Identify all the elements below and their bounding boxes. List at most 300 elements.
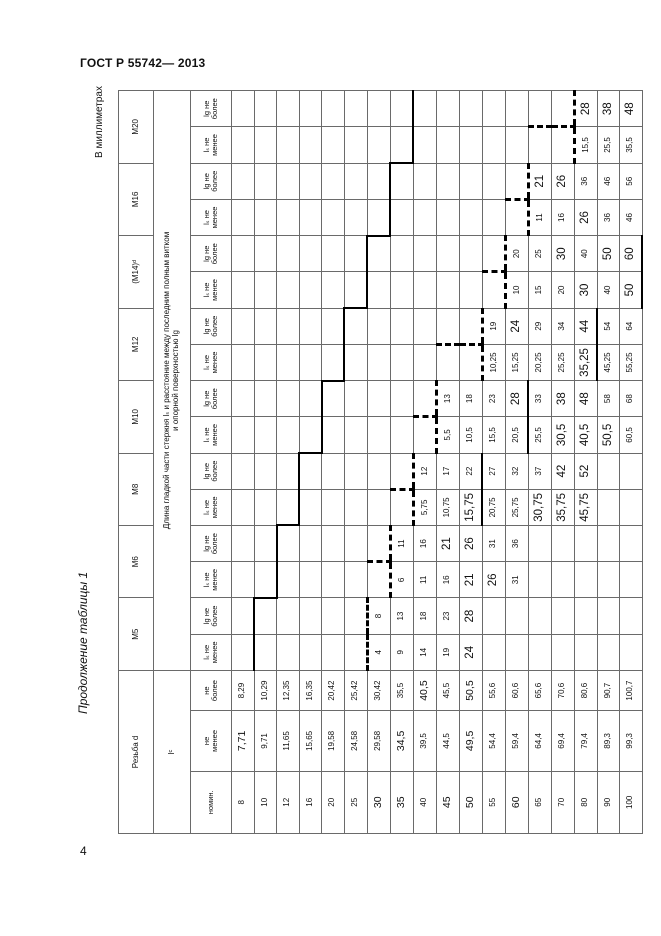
ls-value [390,127,413,163]
ls-header: lₛ не менее [191,199,232,235]
lg-value [367,308,390,344]
lg-value [344,381,367,417]
lg-value [574,598,597,634]
ls-value [413,127,436,163]
max-length: 60,6 [505,670,528,710]
lg-value [322,308,345,344]
ls-value: 36 [597,199,620,235]
lg-value [436,91,459,127]
ls-value: 21 [459,562,482,598]
ls-value [459,199,482,235]
ls-value [574,634,597,670]
lg-value: 20 [505,236,528,272]
ls-value [299,562,322,598]
lg-value: 52 [574,453,597,489]
lg-value [459,91,482,127]
lg-value [597,453,620,489]
lg-value [505,91,528,127]
ls-value: 19 [436,634,459,670]
ls-value: 4 [367,634,390,670]
lg-value [299,308,322,344]
lg-value: 29 [528,308,551,344]
size-header-5: (M14)ᵈ [119,236,154,308]
lg-value: 68 [620,381,643,417]
nominal-length: 40 [413,771,436,833]
ls-value: 9 [390,634,413,670]
ls-value [367,199,390,235]
table-caption: Продолжение таблицы 1 [76,571,90,714]
lg-value: 54 [597,308,620,344]
ls-value [505,634,528,670]
ls-value: 40,5 [574,417,597,453]
lg-value [528,525,551,561]
lg-value [299,91,322,127]
lg-value: 25 [528,236,551,272]
ls-value [277,489,300,525]
nominal-length: 20 [322,771,345,833]
min-length: 79,4 [574,711,597,771]
min-length: 9,71 [254,711,277,771]
ls-value: 31 [505,562,528,598]
lg-value [367,453,390,489]
ls-value [620,489,643,525]
lg-value [367,381,390,417]
ls-value [299,127,322,163]
ls-value [322,489,345,525]
lg-value [344,163,367,199]
size-header-1: M6 [119,525,154,597]
lg-value [390,381,413,417]
lg-value [254,163,277,199]
lg-value [254,453,277,489]
size-header-6: M16 [119,163,154,235]
ls-value [232,127,255,163]
ls-value [322,199,345,235]
ls-value: 10,25 [482,344,505,380]
size-header-3: M10 [119,381,154,453]
lg-value [597,598,620,634]
lg-value [344,525,367,561]
lg-value: 38 [551,381,574,417]
min-length: 15,65 [299,711,322,771]
lg-value [254,308,277,344]
lg-value [322,381,345,417]
max-length: 12,35 [277,670,300,710]
ls-value [597,489,620,525]
ls-value: 35,25 [574,344,597,380]
max-length: 65,6 [528,670,551,710]
ls-value [390,489,413,525]
ls-value [277,344,300,380]
lg-value: 13 [436,381,459,417]
lg-header: lg не более [191,308,232,344]
min-length: 99,3 [620,711,643,771]
lg-value [299,525,322,561]
lg-value [322,598,345,634]
max-length: 80,6 [574,670,597,710]
ls-value [254,634,277,670]
lg-value: 21 [436,525,459,561]
ls-value: 14 [413,634,436,670]
nominal-length: 65 [528,771,551,833]
lg-value [277,308,300,344]
lg-value [436,308,459,344]
lg-value [574,525,597,561]
ls-value [299,272,322,308]
min-length: 34,5 [390,711,413,771]
lg-value [254,381,277,417]
ls-value: 15,75 [459,489,482,525]
nominal-length: 90 [597,771,620,833]
ls-value: 11 [413,562,436,598]
lg-value: 46 [597,163,620,199]
ls-value: 5,5 [436,417,459,453]
ls-value: 26 [482,562,505,598]
lg-value [322,236,345,272]
ls-value: 16 [551,199,574,235]
ls-header: lₛ не менее [191,272,232,308]
lg-value [344,308,367,344]
lg-value [232,598,255,634]
ls-value [482,272,505,308]
ls-value: 20,5 [505,417,528,453]
max-length: 40,5 [413,670,436,710]
lg-value [232,163,255,199]
lg-value: 50 [597,236,620,272]
ls-value: 24 [459,634,482,670]
ls-value [597,562,620,598]
ls-value [413,272,436,308]
ls-value [436,344,459,380]
ls-value [254,417,277,453]
ls-value [277,562,300,598]
lg-value: 44 [574,308,597,344]
lg-value: 24 [505,308,528,344]
lg-value [390,236,413,272]
lg-value [505,163,528,199]
max-length: 30,42 [367,670,390,710]
ls-value [597,634,620,670]
ls-value [390,344,413,380]
ls-header: lₛ не менее [191,634,232,670]
ls-value [367,127,390,163]
ls-value: 15 [528,272,551,308]
col-nomin-header: номин. [191,771,232,833]
lg-value: 11 [390,525,413,561]
lg-value: 28 [574,91,597,127]
lg-value: 38 [597,91,620,127]
lg-value [390,453,413,489]
lg-value: 28 [459,598,482,634]
lg-value [551,598,574,634]
lg-value [277,525,300,561]
lg-value [299,236,322,272]
ls-value [413,344,436,380]
lg-value [277,163,300,199]
lg-value: 56 [620,163,643,199]
lg-value [390,308,413,344]
max-length: 25,42 [344,670,367,710]
lg-value [254,525,277,561]
ls-value [482,634,505,670]
ls-value: 35,75 [551,489,574,525]
ls-value: 6 [390,562,413,598]
ls-value [322,417,345,453]
lg-value [344,598,367,634]
lg-value [436,236,459,272]
lg-value [367,91,390,127]
nominal-length: 30 [367,771,390,833]
lg-value [620,525,643,561]
lg-value [254,91,277,127]
lg-value [232,381,255,417]
ls-value [620,634,643,670]
ls-value [232,634,255,670]
lg-value [528,598,551,634]
ls-value [482,199,505,235]
size-header-4: M12 [119,308,154,380]
ls-value: 25,75 [505,489,528,525]
dimensions-table [118,90,643,834]
max-length: 90,7 [597,670,620,710]
lg-value [299,453,322,489]
lg-value [322,91,345,127]
lg-value [232,525,255,561]
ls-value: 25,25 [551,344,574,380]
lg-value: 33 [528,381,551,417]
lg-value [232,453,255,489]
min-length: 89,3 [597,711,620,771]
lg-value [277,236,300,272]
lg-header: lg не более [191,525,232,561]
lg-value: 19 [482,308,505,344]
nominal-length: 12 [277,771,300,833]
ls-value [254,344,277,380]
ls-value [322,562,345,598]
ls-value [277,272,300,308]
lg-value [551,91,574,127]
lg-value: 27 [482,453,505,489]
min-length: 29,58 [367,711,390,771]
lg-value [299,163,322,199]
min-length: 7,71 [232,711,255,771]
thread-header: Резьба d [119,670,154,833]
ls-value [390,199,413,235]
ls-value: 30 [574,272,597,308]
lg-value [482,236,505,272]
min-length: 49,5 [459,711,482,771]
col-max-header: не более [191,670,232,710]
ls-value [254,489,277,525]
ls-value [551,634,574,670]
lg-value: 48 [574,381,597,417]
ls-value [232,417,255,453]
ls-value [232,562,255,598]
ls-value: 40 [597,272,620,308]
ls-value [436,199,459,235]
min-length: 39,5 [413,711,436,771]
lg-value: 31 [482,525,505,561]
lg-value [413,381,436,417]
page-number: 4 [80,844,87,858]
ls-value [277,127,300,163]
ls-value [390,417,413,453]
lg-value: 48 [620,91,643,127]
lg-value: 36 [505,525,528,561]
lg-value [344,236,367,272]
nominal-length: 45 [436,771,459,833]
ls-value: 20,25 [528,344,551,380]
ls-value: 15,25 [505,344,528,380]
lg-value [367,163,390,199]
ls-value: 10,5 [459,417,482,453]
max-length: 70,6 [551,670,574,710]
ls-value: 11 [528,199,551,235]
ls-value: 45,25 [597,344,620,380]
lg-value [367,525,390,561]
rotated-table [118,90,637,834]
lg-value: 60 [620,236,643,272]
ls-value: 10,75 [436,489,459,525]
lg-value [277,453,300,489]
ls-value [254,199,277,235]
lg-value [254,236,277,272]
lg-value [390,91,413,127]
size-header-2: M8 [119,453,154,525]
ls-value: 20 [551,272,574,308]
lg-value [597,525,620,561]
lg-value [413,91,436,127]
lg-value: 17 [436,453,459,489]
ls-value [254,272,277,308]
lg-header: lg не более [191,598,232,634]
ls-value [528,127,551,163]
min-length: 11,65 [277,711,300,771]
lg-value: 42 [551,453,574,489]
ls-value: 45,75 [574,489,597,525]
ls-value [436,127,459,163]
max-length: 20,42 [322,670,345,710]
max-length: 8,29 [232,670,255,710]
nominal-length: 10 [254,771,277,833]
lg-value: 22 [459,453,482,489]
min-length: 54,4 [482,711,505,771]
ls-value [390,272,413,308]
lg-header: lg не более [191,163,232,199]
ls-value: 60,5 [620,417,643,453]
ls-value [322,272,345,308]
lg-value [528,91,551,127]
ls-value: 50,5 [597,417,620,453]
ls-value [344,489,367,525]
lg-value: 30 [551,236,574,272]
ls-value: 20,75 [482,489,505,525]
ls-value [367,489,390,525]
ls-value [277,417,300,453]
lg-value: 12 [413,453,436,489]
lg-header: lg не более [191,91,232,127]
lg-value [232,236,255,272]
ls-value [254,127,277,163]
ls-value: 46 [620,199,643,235]
ls-value [505,199,528,235]
lg-value: 18 [459,381,482,417]
ls-header: lₛ не менее [191,562,232,598]
ls-header: lₛ не менее [191,417,232,453]
ls-value [551,127,574,163]
ls-value: 25,5 [597,127,620,163]
ls-value [299,344,322,380]
size-header-0: M5 [119,598,154,670]
lg-value [459,308,482,344]
size-header-7: M20 [119,91,154,164]
lc-header: lᶜ [154,670,191,833]
lg-value [390,163,413,199]
lg-value [322,163,345,199]
ls-value [232,272,255,308]
ls-header: lₛ не менее [191,489,232,525]
nominal-length: 50 [459,771,482,833]
ls-value [482,127,505,163]
nominal-length: 16 [299,771,322,833]
ls-value [367,417,390,453]
ls-value [344,562,367,598]
min-length: 44,5 [436,711,459,771]
lg-value [254,598,277,634]
ls-header: lₛ не менее [191,344,232,380]
ls-value: 5,75 [413,489,436,525]
lg-value: 16 [413,525,436,561]
lg-value [482,91,505,127]
units-note: В миллиметрах [94,86,105,158]
lg-value: 23 [436,598,459,634]
nominal-length: 80 [574,771,597,833]
max-length: 55,6 [482,670,505,710]
lg-value: 8 [367,598,390,634]
ls-value [344,272,367,308]
nominal-length: 35 [390,771,413,833]
ls-value: 10 [505,272,528,308]
lg-header: lg не более [191,453,232,489]
ls-value [367,344,390,380]
lg-value [344,453,367,489]
lg-header: lg не более [191,236,232,272]
lg-value [459,163,482,199]
ls-value [436,272,459,308]
ls-value [528,634,551,670]
lg-value [277,91,300,127]
ls-value [232,199,255,235]
ls-value [299,489,322,525]
nominal-length: 55 [482,771,505,833]
ls-value [344,344,367,380]
max-length: 10,29 [254,670,277,710]
lg-value: 26 [551,163,574,199]
max-length: 50,5 [459,670,482,710]
ls-value [551,562,574,598]
ls-value: 26 [574,199,597,235]
ls-value [459,272,482,308]
ls-value: 30,75 [528,489,551,525]
span-title: Длина гладкой части стержня lₛ и расстояние между последним полным витком и опорной поверхностью lg [154,91,191,671]
ls-value [505,127,528,163]
ls-value [459,127,482,163]
ls-value [277,199,300,235]
ls-value [413,199,436,235]
ls-value [232,489,255,525]
ls-value: 35,5 [620,127,643,163]
ls-value [232,344,255,380]
